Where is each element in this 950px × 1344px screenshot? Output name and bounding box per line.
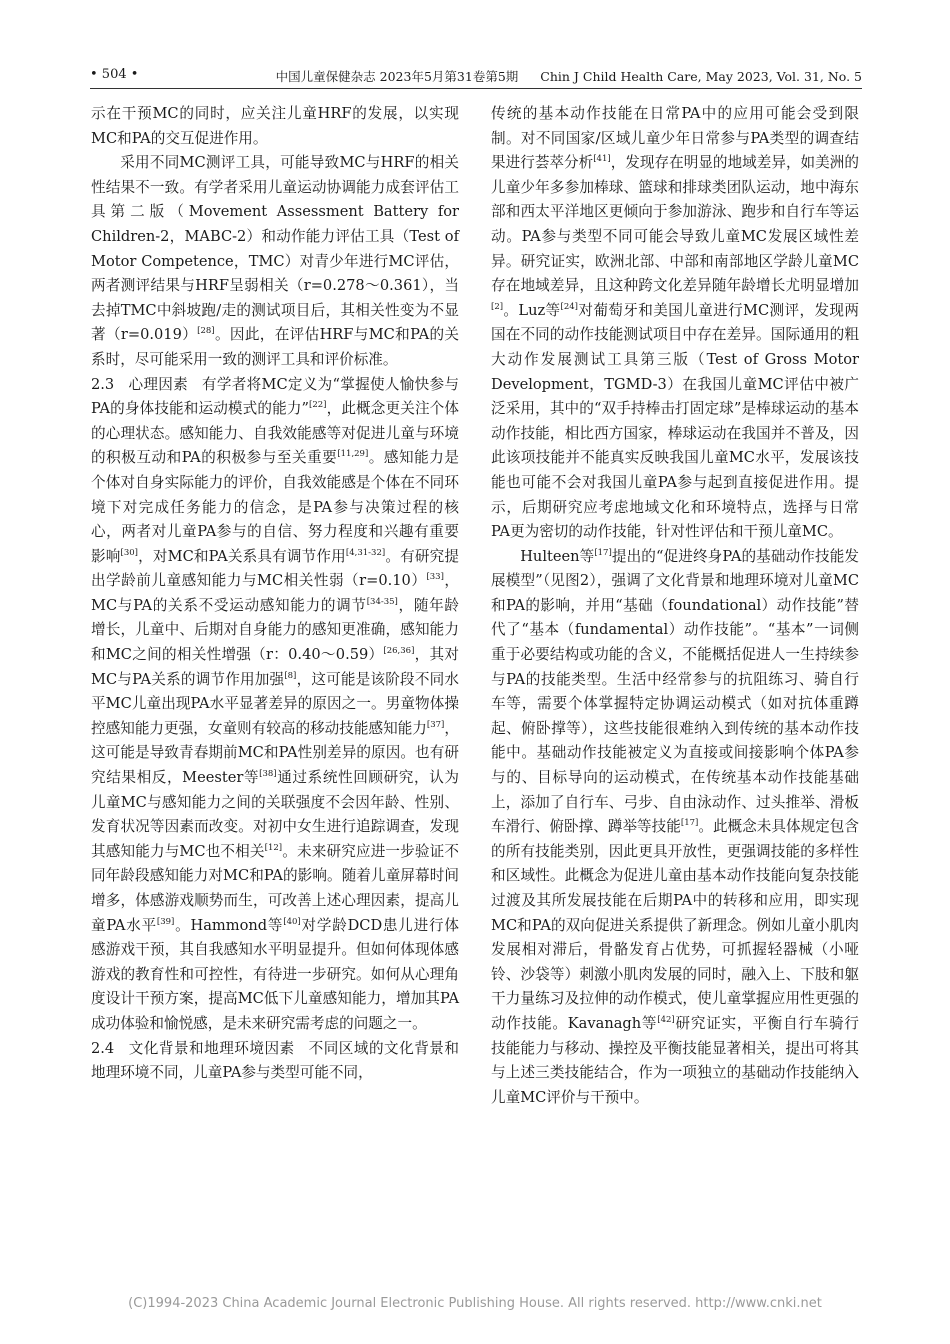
citation[interactable]: [40] xyxy=(283,916,301,927)
paragraph: 采用不同MC测评工具，可能导致MC与HRF的相关性结果不一致。有学者采用儿童运动协调能力成套评估工具第二版（Movement Assessment Battery for Children-2，MABC-2）和动作能力评估工具（Test of Motor Competence，TMC）对青少年进行MC评估，两者测评结果与HRF呈弱相关（r=0.278～0.361），当去掉TMC中斜坡跑/走的测试项目后，其相关性变为不显著（r=0.019）[28]。因此，在评估HRF与MC和PA的关系时，尽可能采用一致的测评工具和评价标准。 xyxy=(91,154,459,368)
citation[interactable]: [12] xyxy=(264,842,283,853)
left-column xyxy=(91,102,459,1086)
citation[interactable]: [33] xyxy=(426,572,444,583)
journal-title-cn: 中国儿童保健杂志 2023年5月第31卷第5期 xyxy=(275,69,519,84)
citation[interactable]: [41] xyxy=(593,154,611,165)
journal-info xyxy=(276,67,862,85)
citation[interactable]: [34-35] xyxy=(366,596,398,607)
citation[interactable]: [17] xyxy=(594,547,612,558)
section-2-4: 2.4 文化背景和地理环境因素 不同区域的文化背景和地理环境不同，儿童PA参与类型可能不同， xyxy=(91,1039,459,1082)
right-column xyxy=(491,102,859,1110)
page-number: • 504 • xyxy=(90,67,139,82)
section-heading: 心理因素 xyxy=(128,375,189,393)
paragraph: 示在干预MC的同时，应关注儿童HRF的发展，以实现MC和PA的交互促进作用。 xyxy=(91,105,459,147)
citation[interactable]: [24] xyxy=(560,301,578,312)
citation[interactable]: [8] xyxy=(284,670,297,681)
citation[interactable]: [26,36] xyxy=(383,646,415,657)
section-2-3: 2.3 心理因素 有学者将MC定义为“掌握使人愉快参与PA的身体技能和运动模式的能力”[22]，此概念更关注个体的心理状态。感知能力、自我效能感等对促进儿童与环境的积极互动和PA的积极参与至关重要[11,29]。感知能力是个体对自身实际能力的评价，自我效能感是个体在不同环境下对完成任务能力的信念，是PA参与决策过程的核心，两者对儿童PA参与的自信、努力程度和兴趣有重要影响[30]，对MC和PA关系具有调节作用[4,31-32]。有研究提出学龄前儿童感知能力与MC相关性弱（r=0.10）[33]，MC与PA的关系不受运动感知能力的调节[34-35]，随年龄增长，儿童中、后期对自身能力的感知更准确，感知能力和MC之间的相关性增强（r：0.40～0.59）[26,36]，其对MC与PA关系的调节作用加强[8]，这可能是该阶段不同水平MC儿童出现PA水平显著差异的原因之一。男童物体操控感知能力更强，女童则有较高的移动技能感知能力[37]，这可能是导致青春期前MC和PA性别差异的原因。也有研究结果相反，Meester等[38]通过系统性回顾研究，认为儿童MC与感知能力之间的关联强度不会因年龄、性别、发育状况等因素而改变。对初中女生进行追踪调查，发现其感知能力与MC也不相关[12]。未来研究应进一步验证不同年龄段感知能力对MC和PA的影响。随着儿童屏幕时间增多，体感游戏顺势而生，可改善上述心理因素，提高儿童PA水平[39]。Hammond等[40]对学龄DCD患儿进行体感游戏干预，其自我感知水平明显提升。但如何体现体感游戏的教育性和可控性，有待进一步研究。如何从心理角度设计干预方案，提高MC低下儿童感知能力，增加其PA成功体验和愉悦感，是未来研究需考虑的问题之一。 xyxy=(91,375,459,1032)
citation[interactable]: [42] xyxy=(657,1014,675,1025)
section-number: 2.4 xyxy=(91,1039,115,1057)
citation[interactable]: [37] xyxy=(426,719,445,730)
citation[interactable]: [2] xyxy=(491,301,504,312)
section-heading: 文化背景和地理环境因素 xyxy=(128,1039,295,1057)
citation[interactable]: [38] xyxy=(259,769,277,780)
running-header xyxy=(90,66,862,89)
citation[interactable]: [11,29] xyxy=(337,449,369,460)
copyright-footer: (C)1994-2023 China Academic Journal Electronic Publishing House. All rights reserved. http://www.cnki.net xyxy=(128,1296,822,1311)
citation[interactable]: [39] xyxy=(156,916,175,927)
citation[interactable]: [30] xyxy=(120,547,138,558)
section-number: 2.3 xyxy=(91,375,115,393)
paragraph: Hulteen等[17]提出的“促进终身PA的基础动作技能发展模型”（见图2），强调了文化背景和地理环境对儿童MC和PA的影响，并用“基础（foundational）动作技能”替代了“基本（fundamental）动作技能”。“基本”一词侧重于必要结构或功能的含义，不能概括促进人一生持续参与PA的技能类型。生活中经常参与的抗阻练习、骑自行车等，需要个体掌握特定协调运动模式（如对抗体重蹲起、俯卧撑等），这些技能很难纳入到传统的基本动作技能中。基础动作技能被定义为直接或间接影响个体PA参与的、目标导向的运动模式，在传统基本动作技能基础上，添加了自行车、弓步、自由泳动作、过头推举、滑板车滑行、俯卧撑、蹲举等技能[17]。此概念未具体规定包含的所有技能类别，因此更具开放性，更强调技能的多样性和区域性。此概念为促进儿童由基本动作技能向复杂技能过渡及其所发展技能在后期PA中的转移和应用，即实现MC和PA的双向促进关系提供了新理念。例如儿童小肌肉发展相对滞后，骨骼发育占优势，可抓握轻器械（小哑铃、沙袋等）刺激小肌肉发展的同时，融入上、下肢和躯干力量练习及拉伸的动作模式，使儿童掌握应用性更强的动作技能。Kavanagh等[42]研究证实，平衡自行车骑行技能能力与移动、操控及平衡技能显著相关，提出可将其与上述三类技能结合，作为一项独立的基础动作技能纳入儿童MC评价与干预中。 xyxy=(491,547,859,1106)
citation[interactable]: [28] xyxy=(197,326,215,337)
journal-title-en: Chin J Child Health Care, May 2023, Vol. 31, No. 5 xyxy=(540,69,862,84)
citation[interactable]: [4,31-32] xyxy=(345,547,386,558)
paragraph: 传统的基本动作技能在日常PA中的应用可能会受到限制。对不同国家/区域儿童少年日常参与PA类型的调查结果进行荟萃分析[41]，发现存在明显的地域差异，如美洲的儿童少年多参加棒球、篮球和排球类团队运动，地中海东部和西太平洋地区更倾向于参加游泳、跑步和自行车等运动。PA参与类型不同可能会导致儿童MC发展区域性差异。研究证实，欧洲北部、中部和南部地区学龄儿童MC存在地域差异，且这种跨文化差异随年龄增长尤明显增加[2]。Luz等[24]对葡萄牙和美国儿童进行MC测评，发现两国在不同的动作技能测试项目中存在差异。国际通用的粗大动作发展测试工具第三版（Test of Gross Motor Development，TGMD-3）在我国儿童MC评估中被广泛采用，其中的“双手持棒击打固定球”是棒球运动的基本动作技能，相比西方国家，棒球运动在我国并不普及，因此该项技能并不能真实反映我国儿童MC水平，发展该技能也可能不会对我国儿童PA参与起到直接促进作用。提示，后期研究应考虑地域文化和环境特点，选择与日常PA更为密切的动作技能，针对性评估和干预儿童MC。 xyxy=(491,105,859,541)
citation[interactable]: [17] xyxy=(680,818,699,829)
citation[interactable]: [22] xyxy=(309,400,327,411)
